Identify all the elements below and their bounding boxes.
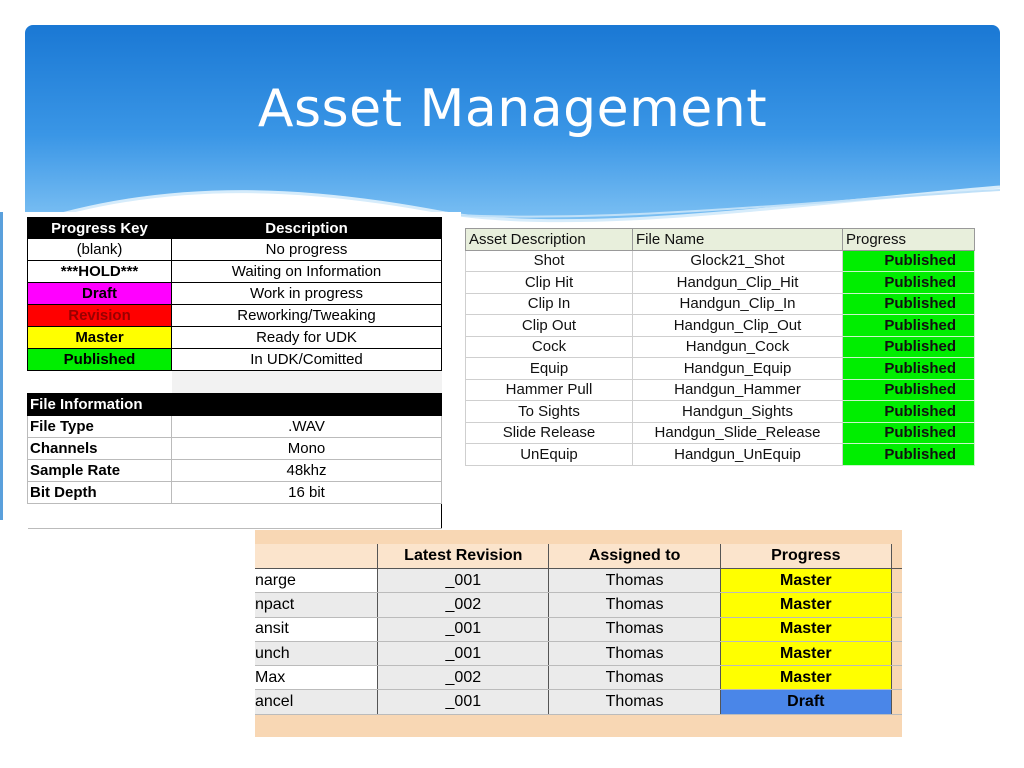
- end-column: [891, 690, 902, 714]
- asset-file: Handgun_Clip_Out: [633, 315, 843, 337]
- asset-file: Handgun_Sights: [633, 401, 843, 423]
- file-info-value: 16 bit: [172, 482, 442, 504]
- table-row: [466, 422, 975, 444]
- spacer-cell: [172, 371, 442, 394]
- asset-file: Handgun_Clip_In: [633, 293, 843, 315]
- table-row: [255, 690, 902, 714]
- table-row: [466, 315, 975, 337]
- key-desc: In UDK/Comitted: [172, 349, 442, 371]
- asset-name: narge: [255, 569, 378, 593]
- header-asset-description: Asset Description: [466, 229, 633, 251]
- table-row: [28, 327, 442, 349]
- asset-progress: Published: [843, 422, 975, 444]
- asset-progress: Published: [843, 336, 975, 358]
- asset-progress: Published: [843, 293, 975, 315]
- header-description: Description: [172, 218, 442, 239]
- header-progress-key: Progress Key: [28, 218, 172, 239]
- latest-revision: _002: [378, 593, 549, 617]
- asset-desc: Shot: [466, 250, 633, 272]
- asset-file: Glock21_Shot: [633, 250, 843, 272]
- table-row: [28, 305, 442, 327]
- end-column: [891, 569, 902, 593]
- asset-progress: Published: [843, 379, 975, 401]
- table-row: [255, 641, 902, 665]
- asset-file: Handgun_Equip: [633, 358, 843, 380]
- table-row: [466, 444, 975, 466]
- progress-status: Master: [720, 666, 891, 690]
- asset-table: [465, 228, 975, 466]
- header-progress: Progress: [843, 229, 975, 251]
- asset-name: ancel: [255, 690, 378, 714]
- asset-name: ansit: [255, 617, 378, 641]
- table-row: [28, 283, 442, 305]
- slide-title: Asset Management: [257, 79, 768, 139]
- table-header-row: [255, 544, 902, 569]
- revision-table-panel: [255, 530, 902, 737]
- key-published: Published: [28, 349, 172, 371]
- key-desc: Ready for UDK: [172, 327, 442, 349]
- asset-progress: Published: [843, 315, 975, 337]
- end-column: [891, 617, 902, 641]
- spacer-cell: [28, 371, 172, 394]
- assigned-to: Thomas: [549, 690, 720, 714]
- table-row: [466, 250, 975, 272]
- table-row: [28, 349, 442, 371]
- file-info-label: Sample Rate: [28, 460, 172, 482]
- table-header-row: [28, 218, 442, 239]
- assigned-to: Thomas: [549, 666, 720, 690]
- file-info-label: Bit Depth: [28, 482, 172, 504]
- asset-desc: Clip Hit: [466, 272, 633, 294]
- assigned-to: Thomas: [549, 617, 720, 641]
- key-draft: Draft: [28, 283, 172, 305]
- asset-file: Handgun_Slide_Release: [633, 422, 843, 444]
- header-latest-revision: Latest Revision: [378, 544, 549, 569]
- file-info-label: File Type: [28, 416, 172, 438]
- latest-revision: _001: [378, 569, 549, 593]
- latest-revision: _001: [378, 690, 549, 714]
- file-info-header-row: [28, 394, 442, 416]
- header-name: [255, 544, 378, 569]
- table-row: [466, 272, 975, 294]
- spacer-row: [28, 371, 442, 394]
- table-row: [28, 416, 442, 438]
- asset-progress: Published: [843, 250, 975, 272]
- asset-desc: Cock: [466, 336, 633, 358]
- key-desc: Reworking/Tweaking: [172, 305, 442, 327]
- progress-key-panel: [0, 212, 461, 520]
- table-row: [466, 336, 975, 358]
- file-info-title: File Information: [28, 394, 442, 416]
- asset-desc: Hammer Pull: [466, 379, 633, 401]
- asset-file: Handgun_UnEquip: [633, 444, 843, 466]
- asset-progress: Published: [843, 358, 975, 380]
- table-row: [28, 261, 442, 283]
- table-row: [466, 358, 975, 380]
- end-column: [891, 593, 902, 617]
- asset-progress: Published: [843, 444, 975, 466]
- header-progress: Progress: [720, 544, 891, 569]
- latest-revision: _001: [378, 641, 549, 665]
- table-row: [28, 438, 442, 460]
- key-desc: Waiting on Information: [172, 261, 442, 283]
- progress-key-table: [27, 217, 442, 529]
- end-column: [891, 666, 902, 690]
- assigned-to: Thomas: [549, 593, 720, 617]
- key-hold: ***HOLD***: [28, 261, 172, 283]
- panel-edge: [0, 212, 3, 520]
- empty-cell: [172, 504, 442, 529]
- latest-revision: _002: [378, 666, 549, 690]
- key-master: Master: [28, 327, 172, 349]
- latest-revision: _001: [378, 617, 549, 641]
- asset-file: Handgun_Hammer: [633, 379, 843, 401]
- end-column: [891, 641, 902, 665]
- key-blank: (blank): [28, 239, 172, 261]
- table-row: [255, 617, 902, 641]
- table-header-row: [466, 229, 975, 251]
- asset-name: npact: [255, 593, 378, 617]
- empty-cell: [28, 504, 172, 529]
- file-info-label: Channels: [28, 438, 172, 460]
- empty-row: [28, 504, 442, 529]
- assigned-to: Thomas: [549, 569, 720, 593]
- assigned-to: Thomas: [549, 641, 720, 665]
- progress-status: Master: [720, 617, 891, 641]
- asset-desc: Clip In: [466, 293, 633, 315]
- progress-status: Master: [720, 641, 891, 665]
- asset-file: Handgun_Clip_Hit: [633, 272, 843, 294]
- table-row: [466, 401, 975, 423]
- file-info-value: Mono: [172, 438, 442, 460]
- progress-status: Master: [720, 569, 891, 593]
- table-row: [466, 379, 975, 401]
- header-file-name: File Name: [633, 229, 843, 251]
- table-row: [28, 460, 442, 482]
- table-row: [255, 666, 902, 690]
- asset-desc: UnEquip: [466, 444, 633, 466]
- revision-table: [255, 544, 902, 715]
- file-info-value: 48khz: [172, 460, 442, 482]
- asset-progress: Published: [843, 272, 975, 294]
- asset-desc: Equip: [466, 358, 633, 380]
- end-column: [891, 544, 902, 569]
- asset-progress: Published: [843, 401, 975, 423]
- table-row: [466, 293, 975, 315]
- key-desc: No progress: [172, 239, 442, 261]
- header-assigned-to: Assigned to: [549, 544, 720, 569]
- table-row: [255, 569, 902, 593]
- asset-file: Handgun_Cock: [633, 336, 843, 358]
- progress-status: Draft: [720, 690, 891, 714]
- asset-desc: Clip Out: [466, 315, 633, 337]
- asset-name: unch: [255, 641, 378, 665]
- asset-desc: To Sights: [466, 401, 633, 423]
- table-row: [28, 239, 442, 261]
- key-desc: Work in progress: [172, 283, 442, 305]
- file-info-value: .WAV: [172, 416, 442, 438]
- asset-desc: Slide Release: [466, 422, 633, 444]
- table-row: [255, 593, 902, 617]
- key-revision: Revision: [28, 305, 172, 327]
- progress-status: Master: [720, 593, 891, 617]
- table-row: [28, 482, 442, 504]
- asset-name: Max: [255, 666, 378, 690]
